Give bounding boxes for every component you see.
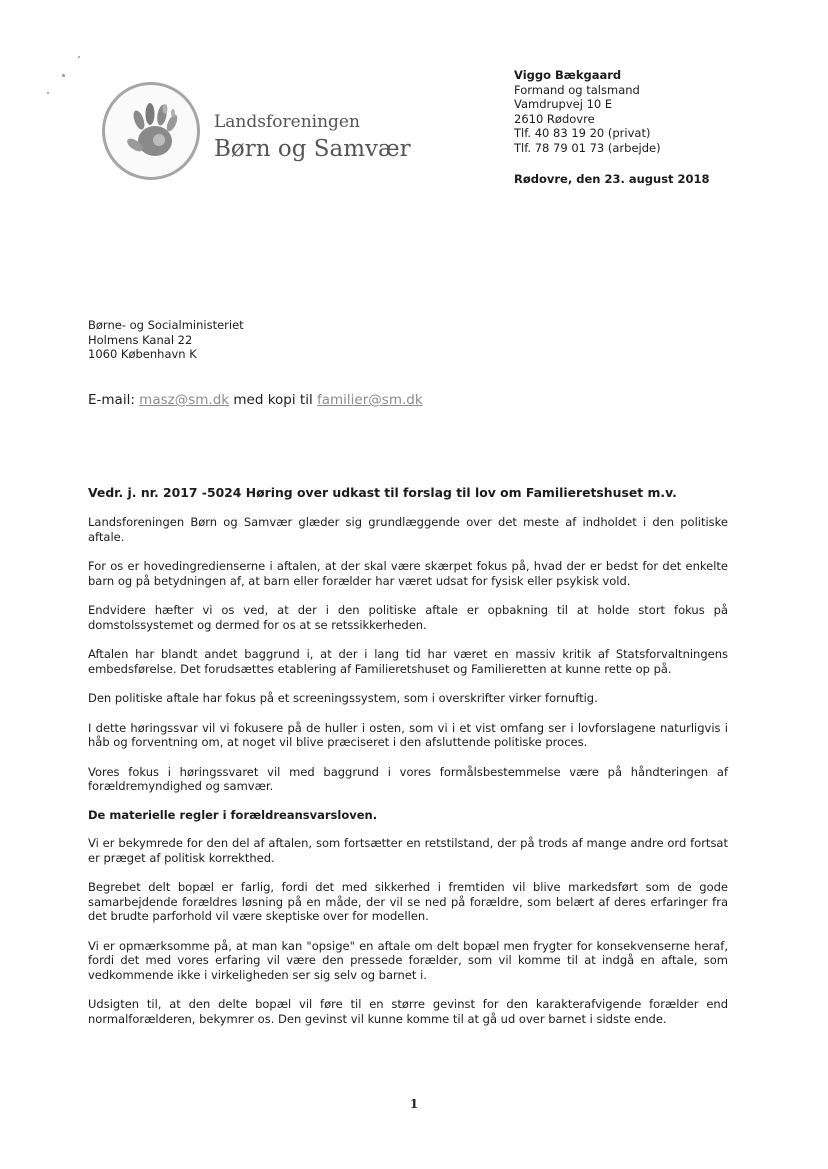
subject-line: Vedr. j. nr. 2017 -5024 Høring over udkast til forslag til lov om Familieretshuset m.v. [88, 485, 677, 500]
body-paragraph: Vores fokus i høringssvaret vil med baggrund i vores formålsbestemmelse være på håndteringen af forældremyndighed og samvær. [88, 764, 728, 793]
email-copy-text: med kopi til [233, 392, 313, 408]
recipient-address-block [88, 318, 244, 362]
email-link-primary[interactable]: masz@sm.dk [139, 392, 230, 408]
body-paragraph: Udsigten til, at den delte bopæl vil føre til en større gevinst for den karakterafvigende forælder end normalforælderen, bekymrer os. Den gevinst vil kunne komme til at gå ud over barnet i sidste ende. [88, 997, 728, 1026]
scan-speck [47, 92, 49, 94]
logo-circle [102, 82, 200, 180]
body-paragraph: I dette høringssvar vil vi fokusere på de huller i osten, som vi i et vist omfang ser i lovforslagene naturligvis i håb og forventning om, at noget vil blive præciseret i den afsluttende politiske proces. [88, 720, 728, 749]
sender-title: Formand og talsmand [514, 82, 640, 97]
logo-text-line2: Børn og Samvær [214, 136, 411, 162]
section-heading: De materielle regler i forældreansvarsloven. [88, 807, 378, 822]
sender-phone-private: Tlf. 40 83 19 20 (privat) [514, 126, 651, 141]
email-label: E-mail: [88, 392, 135, 408]
dateline: Rødovre, den 23. august 2018 [514, 172, 710, 186]
logo-text-line1: Landsforeningen [214, 112, 360, 132]
body-paragraph: Landsforeningen Børn og Samvær glæder sig grundlæggende over det meste af indholdet i den politiske aftale. [88, 515, 728, 544]
email-line [88, 392, 423, 408]
letter-body [88, 515, 728, 1026]
scan-speck [78, 56, 80, 58]
body-paragraph: Den politiske aftale har fokus på et screeningssystem, som i overskrifter virker fornuftig. [88, 691, 598, 705]
recipient-street: Holmens Kanal 22 [88, 332, 193, 347]
recipient-city: 1060 København K [88, 347, 197, 362]
page-number: 1 [409, 1097, 419, 1111]
body-paragraph: Endvidere hæfter vi os ved, at der i den politiske aftale er opbakning til at holde stort fokus på domstolssystemet og dermed for os at se retssikkerheden. [88, 603, 728, 632]
handprint-icon [115, 95, 193, 173]
body-paragraph: Vi er bekymrede for den del af aftalen, som fortsætter en retstilstand, der på trods af mange andre ord fortsat er præget af politisk korrekthed. [88, 836, 728, 865]
body-paragraph: Aftalen har blandt andet baggrund i, at der i lang tid har været en massiv kritik af Statsforvaltningens embedsførelse. Det forudsættes etablering af Familieretshuset og Familieretten at kunne rette op på. [88, 647, 728, 676]
sender-address-block [514, 68, 661, 156]
scan-speck [62, 74, 65, 77]
organization-logo [102, 82, 422, 182]
recipient-name: Børne- og Socialministeriet [88, 318, 244, 332]
sender-phone-work: Tlf. 78 79 01 73 (arbejde) [514, 140, 661, 155]
body-paragraph: Vi er opmærksomme på, at man kan "opsige" en aftale om delt bopæl men frygter for konsekvenserne heraf, fordi det med vores erfaring vil være den pressede forælder, som vil komme til at indgå en aftale, som vedkommende ikke i virkeligheden ser sig selv og barnet i. [88, 938, 728, 982]
email-link-copy[interactable]: familier@sm.dk [317, 392, 423, 408]
sender-name: Viggo Bækgaard [514, 68, 622, 82]
sender-street: Vamdrupvej 10 E [514, 97, 613, 112]
sender-city: 2610 Rødovre [514, 111, 595, 126]
body-paragraph: Begrebet delt bopæl er farlig, fordi det med sikkerhed i fremtiden vil blive markedsført som de gode samarbejdende forældres løsning på en måde, der vil se ned på forældre, som belært af deres erfaringer fra det brudte parforhold vil være skeptiske over for modellen. [88, 880, 728, 923]
body-paragraph: For os er hovedingredienserne i aftalen, at der skal være skærpet fokus på, hvad der er bedst for det enkelte barn og på betydningen af, at barn eller forælder har været udsat for fysisk eller psykisk vold. [88, 559, 728, 588]
